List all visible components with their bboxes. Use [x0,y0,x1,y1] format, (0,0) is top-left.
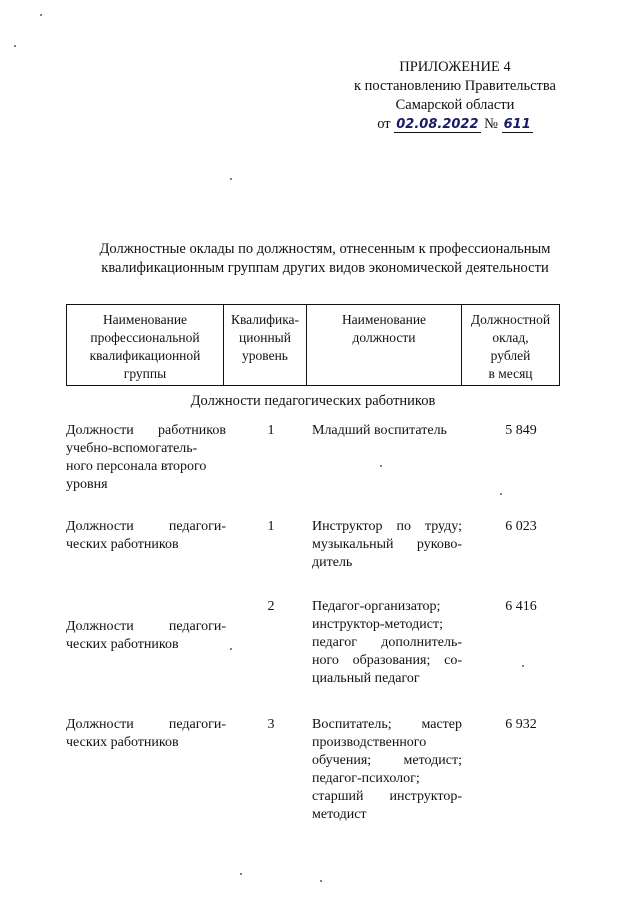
row-group-name: Должности работников учебно-вспомогатель- ного персонала второго уровня [66,423,226,492]
scan-speck [320,880,322,882]
row-qualification-level: 1 [267,519,275,534]
section-title: Должности педагогических работников [190,393,436,409]
scan-speck [522,665,524,667]
row-positions: Воспитатель; мастер производственного обучения; методист; педагог-психолог; старший инструктор- методист [312,717,462,822]
scan-speck [230,178,232,180]
scan-speck [230,648,232,650]
scan-speck [240,873,242,875]
appendix-region-line: Самарской области [395,97,515,113]
document-title-line-2: квалификационным группам других видов экономической деятельности [101,260,549,276]
row-salary: 6 932 [505,717,537,732]
header-group-name: Наименование профессиональной квалификационной группы [67,305,224,386]
scan-speck [380,465,382,467]
header-salary: Должностной оклад, рублей в месяц [462,305,560,386]
scan-speck [14,45,16,47]
row-positions: Педагог-организатор; инструктор-методист; педагог дополнитель- ного образования; со- циальный педагог [312,599,462,686]
row-positions: Младший воспитатель [312,423,447,438]
row-qualification-level: 1 [267,423,275,438]
appendix-title: ПРИЛОЖЕНИЕ 4 [399,59,511,75]
document-title-line-1: Должностные оклады по должностям, отнесенным к профессиональным [99,241,551,257]
date-prefix: от [377,116,391,132]
appendix-date-line [300,115,610,134]
row-salary: 5 849 [505,423,537,438]
handwritten-number: 611 [503,117,531,132]
document-title [40,240,610,278]
scan-speck [40,14,42,16]
row-group-name: Должности педагоги- ческих работников [66,619,226,652]
row-qualification-level: 2 [267,599,275,614]
row-group-name: Должности педагоги- ческих работников [66,717,226,750]
appendix-header [300,58,610,134]
row-salary: 6 416 [505,599,537,614]
row-group-name: Должности педагоги- ческих работников [66,519,226,552]
scan-speck [500,493,502,495]
handwritten-date: 02.08.2022 [396,117,479,132]
header-position-name: Наименование должности [307,305,462,386]
row-salary: 6 023 [505,519,537,534]
number-sign: № [484,116,498,132]
appendix-decree-line: к постановлению Правительства [354,78,556,94]
salary-table-header [66,304,560,386]
row-positions: Инструктор по труду; музыкальный руково- дитель [312,519,462,570]
header-qualification-level: Квалифика- ционный уровень [224,305,307,386]
row-qualification-level: 3 [267,717,275,732]
